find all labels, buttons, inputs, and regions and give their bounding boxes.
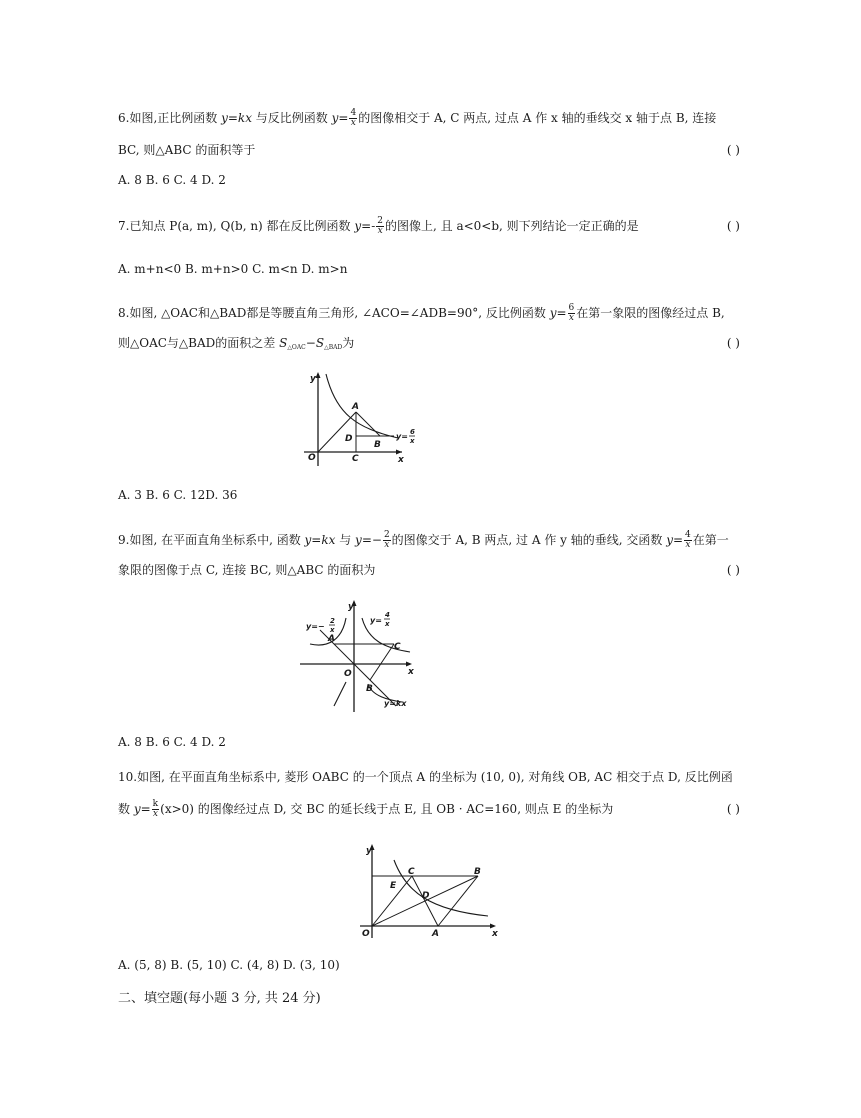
origin-label: O	[362, 929, 370, 939]
question-10-figure	[356, 840, 501, 940]
right-curve-num: 4	[385, 611, 390, 619]
point-b-label: B	[474, 867, 481, 877]
x-axis-label: x	[398, 455, 404, 465]
origin-label: O	[344, 669, 352, 679]
curve-label: y=	[396, 432, 408, 441]
right-curve-den: x	[385, 620, 390, 628]
question-8	[118, 303, 740, 358]
y-axis-label: y	[310, 374, 316, 384]
answer-blank: ( )	[726, 802, 740, 816]
question-9-options: A. 8 B. 6 C. 4 D. 2	[118, 735, 226, 749]
question-7-line-1: 7.已知点 P(a, m), Q(b, n) 都在反比例函数 y=- $\frac{2}{x}$ 的图像上, 且 a<0<b, 则下列结论一定正确的是 ( )	[118, 216, 740, 236]
point-c-label: C	[352, 454, 359, 464]
curve-label-den: x	[410, 437, 415, 445]
question-6	[118, 108, 740, 160]
fraction: $\frac{2}{x}$	[377, 216, 383, 236]
question-10-line-2: 数 y= $\frac{k}{x}$ (x>0) 的图像经过点 D, 交 BC 的延长线于点 E, 且 OB · AC=160, 则点 E 的坐标为 ( )	[118, 799, 740, 819]
question-10-line-1: 10.如图, 在平面直角坐标系中, 菱形 OABC 的一个顶点 A 的坐标为 (10, 0), 对角线 OB, AC 相交于点 D, 反比例函	[118, 770, 733, 784]
y-axis-label: y	[366, 846, 372, 856]
answer-blank: ( )	[726, 336, 740, 350]
point-d-label: D	[345, 434, 353, 444]
question-8-figure	[298, 368, 428, 468]
question-9-line-1: 9.如图, 在平面直角坐标系中, 函数 y=kx 与 y=− $\frac{2}{x}$ 的图像交于 A, B 两点, 过 A 作 y 轴的垂线, 交函数 y= $\frac{4}{x}$ 在第一	[118, 530, 729, 550]
point-c-label: C	[408, 867, 415, 877]
question-8-line-1: 8.如图, △OAC和△BAD都是等腰直角三角形, ∠ACO=∠ADB=90°, 反比例函数 y= $\frac{6}{x}$ 在第一象限的图像经过点 B,	[118, 303, 725, 323]
question-6-options: A. 8 B. 6 C. 4 D. 2	[118, 173, 226, 187]
point-b-label: B	[374, 440, 381, 450]
point-d-label: D	[422, 891, 430, 901]
section-heading: 二、填空题(每小题 3 分, 共 24 分)	[118, 991, 321, 1006]
question-6-line-2: BC, 则△ABC 的面积等于 ( )	[118, 140, 740, 160]
answer-blank: ( )	[726, 143, 740, 157]
question-9-figure	[298, 596, 418, 716]
point-e-label: E	[390, 881, 397, 891]
y-axis-label: y	[348, 602, 354, 612]
question-6-line-1: 6.如图,正比例函数 y=kx 与反比例函数 y= $\frac{4}{x}$ 的图像相交于 A, C 两点, 过点 A 作 x 轴的垂线交 x 轴于点 B, 连接	[118, 108, 717, 128]
question-9-line-2: 象限的图像于点 C, 连接 BC, 则△ABC 的面积为 ( )	[118, 560, 740, 580]
fraction: $\frac{4}{x}$	[685, 530, 691, 550]
origin-label: O	[308, 453, 316, 463]
x-axis-label: x	[492, 929, 498, 939]
left-curve-den: x	[330, 626, 335, 634]
question-7-options: A. m+n<0 B. m+n>0 C. m<n D. m>n	[118, 262, 348, 276]
point-a-label: A	[352, 402, 359, 412]
left-curve-label: y=−	[306, 622, 325, 631]
curve-label-num: 6	[410, 428, 415, 436]
point-a-label: A	[432, 929, 439, 939]
point-c-label: C	[394, 642, 401, 652]
question-7	[118, 216, 740, 236]
question-8-line-2: 则△OAC与△BAD的面积之差 $S_{\triangle OAC}-S_{\triangle BAD}$为 ( )	[118, 333, 740, 358]
fraction: $\frac{k}{x}$	[152, 799, 159, 819]
question-10-options: A. (5, 8) B. (5, 10) C. (4, 8) D. (3, 10)	[118, 958, 340, 972]
point-b-label: B	[366, 684, 373, 694]
answer-blank: ( )	[726, 563, 740, 577]
question-9	[118, 530, 740, 580]
question-10	[118, 767, 740, 819]
fraction: $\frac{4}{x}$	[350, 108, 357, 128]
right-curve-label: y=	[370, 616, 382, 625]
fraction: $\frac{6}{x}$	[568, 303, 575, 323]
line-label: y=kx	[384, 699, 407, 708]
point-a-label: A	[328, 634, 335, 644]
x-axis-label: x	[408, 667, 414, 677]
fraction: $\frac{2}{x}$	[383, 530, 390, 550]
question-8-options: A. 3 B. 6 C. 12D. 36	[118, 488, 238, 502]
answer-blank: ( )	[726, 219, 740, 233]
left-curve-num: 2	[330, 617, 335, 625]
